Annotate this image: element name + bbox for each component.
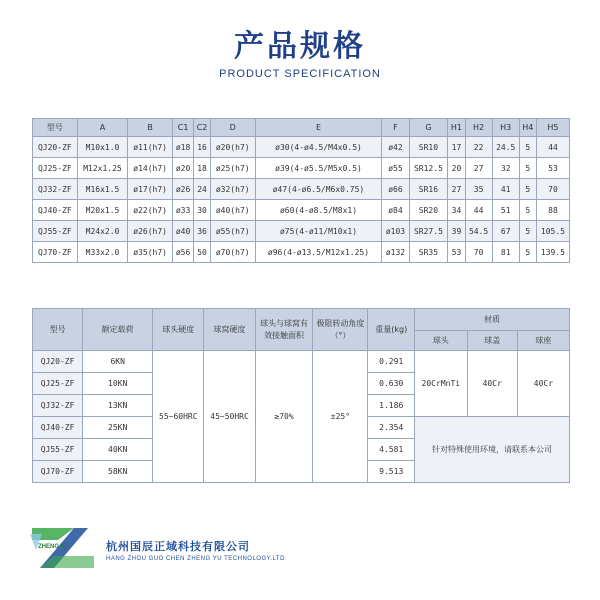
spec-cell: QJ40-ZF <box>33 200 78 221</box>
perf-weight: 9.513 <box>368 461 415 483</box>
spec-cell: 53 <box>448 242 465 263</box>
spec-cell: SR27.5 <box>409 221 448 242</box>
spec-cell: 32 <box>492 158 519 179</box>
spec-cell: M16x1.5 <box>77 179 128 200</box>
spec-cell: 22 <box>465 137 492 158</box>
spec-cell: 81 <box>492 242 519 263</box>
perf-header-contact-area-text: 球头与球窝有效接触面积 <box>260 318 309 340</box>
spec-cell: ø22(h7) <box>128 200 173 221</box>
spec-cell: ø35(h7) <box>128 242 173 263</box>
spec-cell: ø18 <box>172 137 193 158</box>
table-row <box>33 200 570 221</box>
spec-cell: ø20 <box>172 158 193 179</box>
spec-col-header: C1 <box>172 119 193 137</box>
spec-cell: M12x1.25 <box>77 158 128 179</box>
spec-cell: M24x2.0 <box>77 221 128 242</box>
perf-load: 10KN <box>83 373 153 395</box>
spec-cell: 54.5 <box>465 221 492 242</box>
table-row <box>33 137 570 158</box>
spec-cell: 39 <box>448 221 465 242</box>
spec-cell: ø56 <box>172 242 193 263</box>
spec-cell: QJ25-ZF <box>33 158 78 179</box>
spec-cell: ø25(h7) <box>210 158 255 179</box>
spec-cell: SR20 <box>409 200 448 221</box>
spec-cell: ø17(h7) <box>128 179 173 200</box>
spec-cell: ø42 <box>382 137 409 158</box>
spec-cell: 70 <box>465 242 492 263</box>
perf-ball-hardness: 55~60HRC <box>153 351 204 483</box>
spec-cell: 17 <box>448 137 465 158</box>
perf-header-weight: 重量(kg) <box>368 309 415 351</box>
spec-table <box>32 118 570 263</box>
spec-cell: 30 <box>194 200 211 221</box>
perf-socket-hardness: 45~50HRC <box>204 351 255 483</box>
perf-header-socket-hardness: 球窝硬度 <box>204 309 255 351</box>
table-row <box>33 351 570 373</box>
spec-cell: 88 <box>536 200 569 221</box>
spec-col-header: G <box>409 119 448 137</box>
spec-col-header: E <box>255 119 382 137</box>
perf-load: 40KN <box>83 439 153 461</box>
spec-col-header: H5 <box>536 119 569 137</box>
company-name-en: HANG ZHOU GUO CHEN ZHENG YU TECHNOLOGY.LTD <box>106 556 285 562</box>
spec-cell: M33x2.0 <box>77 242 128 263</box>
page-title: 产品规格 <box>234 29 366 64</box>
spec-cell: 34 <box>448 200 465 221</box>
perf-header-mat-ball: 球头 <box>415 331 468 351</box>
spec-col-header: H3 <box>492 119 519 137</box>
spec-cell: ø103 <box>382 221 409 242</box>
spec-cell: 36 <box>194 221 211 242</box>
spec-col-header: C2 <box>194 119 211 137</box>
perf-note: 针对特殊使用环境，请联系本公司 <box>415 417 570 483</box>
spec-cell: ø11(h7) <box>128 137 173 158</box>
perf-weight: 2.354 <box>368 417 415 439</box>
spec-col-header: B <box>128 119 173 137</box>
page-subtitle: PRODUCT SPECIFICATION <box>219 68 381 80</box>
spec-cell: ø84 <box>382 200 409 221</box>
table-row <box>33 242 570 263</box>
spec-cell: 24.5 <box>492 137 519 158</box>
spec-col-header: 型号 <box>33 119 78 137</box>
spec-cell: 35 <box>465 179 492 200</box>
spec-cell: ø26(h7) <box>128 221 173 242</box>
spec-cell: ø47(4-ø6.5/M6x0.75) <box>255 179 382 200</box>
spec-col-header: H2 <box>465 119 492 137</box>
spec-cell: 51 <box>492 200 519 221</box>
spec-cell: ø55(h7) <box>210 221 255 242</box>
spec-col-header: A <box>77 119 128 137</box>
perf-angle: ±25° <box>313 351 368 483</box>
table-row <box>33 158 570 179</box>
spec-cell: 53 <box>536 158 569 179</box>
spec-cell: ø55 <box>382 158 409 179</box>
spec-cell: 24 <box>194 179 211 200</box>
spec-cell: QJ32-ZF <box>33 179 78 200</box>
perf-header-angle-text: 极限转动角度（°） <box>316 318 365 340</box>
spec-cell: 5 <box>519 179 536 200</box>
perf-load: 6KN <box>83 351 153 373</box>
spec-cell: M10x1.0 <box>77 137 128 158</box>
spec-cell: 20 <box>448 158 465 179</box>
perf-weight: 0.291 <box>368 351 415 373</box>
spec-cell: 5 <box>519 200 536 221</box>
perf-load: 13KN <box>83 395 153 417</box>
spec-cell: 44 <box>465 200 492 221</box>
perf-header-model: 型号 <box>33 309 83 351</box>
spec-cell: SR12.5 <box>409 158 448 179</box>
perf-header-material: 材质 <box>415 309 570 331</box>
spec-cell: 16 <box>194 137 211 158</box>
perf-model: QJ25-ZF <box>33 373 83 395</box>
spec-cell: 105.5 <box>536 221 569 242</box>
spec-cell: ø40 <box>172 221 193 242</box>
perf-weight: 4.581 <box>368 439 415 461</box>
perf-weight: 0.630 <box>368 373 415 395</box>
perf-header-load: 额定载荷 <box>83 309 153 351</box>
spec-table-body <box>33 137 570 263</box>
spec-cell: ø20(h7) <box>210 137 255 158</box>
perf-contact-area: ≥70% <box>255 351 313 483</box>
perf-mat-cover: 40Cr <box>467 351 517 417</box>
spec-cell: ø14(h7) <box>128 158 173 179</box>
spec-col-header: H4 <box>519 119 536 137</box>
perf-header-mat-seat: 球座 <box>517 331 569 351</box>
spec-cell: ø32(h7) <box>210 179 255 200</box>
spec-cell: 70 <box>536 179 569 200</box>
spec-cell: ø30(4-ø4.5/M4x0.5) <box>255 137 382 158</box>
spec-cell: 5 <box>519 158 536 179</box>
spec-cell: 139.5 <box>536 242 569 263</box>
spec-cell: QJ70-ZF <box>33 242 78 263</box>
spec-col-header: H1 <box>448 119 465 137</box>
perf-header-contact-area <box>255 309 313 351</box>
spec-cell: 5 <box>519 242 536 263</box>
perf-mat-seat: 40Cr <box>517 351 569 417</box>
perf-load: 25KN <box>83 417 153 439</box>
perf-model: QJ70-ZF <box>33 461 83 483</box>
spec-cell: 50 <box>194 242 211 263</box>
spec-cell: ø33 <box>172 200 193 221</box>
spec-cell: QJ20-ZF <box>33 137 78 158</box>
perf-weight: 1.186 <box>368 395 415 417</box>
spec-cell: ø40(h7) <box>210 200 255 221</box>
spec-cell: M20x1.5 <box>77 200 128 221</box>
spec-cell: 67 <box>492 221 519 242</box>
spec-cell: ø132 <box>382 242 409 263</box>
perf-header-ball-hardness: 球头硬度 <box>153 309 204 351</box>
performance-table <box>32 308 570 483</box>
spec-cell: ø60(4-ø8.5/M8x1) <box>255 200 382 221</box>
company-name-cn: 杭州国辰正域科技有限公司 <box>106 540 250 553</box>
spec-cell: SR16 <box>409 179 448 200</box>
table-row <box>33 221 570 242</box>
spec-cell: SR10 <box>409 137 448 158</box>
perf-load: 58KN <box>83 461 153 483</box>
logo-text: ZHENG YU <box>38 544 69 550</box>
spec-cell: 5 <box>519 137 536 158</box>
table-row <box>33 179 570 200</box>
spec-cell: ø66 <box>382 179 409 200</box>
spec-cell: ø75(4-ø11/M10x1) <box>255 221 382 242</box>
spec-cell: QJ55-ZF <box>33 221 78 242</box>
spec-col-header: D <box>210 119 255 137</box>
spec-cell: 44 <box>536 137 569 158</box>
spec-cell: ø26 <box>172 179 193 200</box>
spec-cell: ø39(4-ø5.5/M5x0.5) <box>255 158 382 179</box>
spec-cell: ø70(h7) <box>210 242 255 263</box>
perf-header-mat-cover: 球盖 <box>467 331 517 351</box>
spec-cell: SR35 <box>409 242 448 263</box>
spec-table-header <box>33 119 570 137</box>
spec-cell: 41 <box>492 179 519 200</box>
perf-model: QJ55-ZF <box>33 439 83 461</box>
spec-cell: 27 <box>448 179 465 200</box>
spec-cell: 18 <box>194 158 211 179</box>
perf-mat-ball: 20CrMnTi <box>415 351 468 417</box>
spec-cell: 27 <box>465 158 492 179</box>
perf-header-angle <box>313 309 368 351</box>
perf-model: QJ20-ZF <box>33 351 83 373</box>
spec-cell: 5 <box>519 221 536 242</box>
perf-model: QJ32-ZF <box>33 395 83 417</box>
perf-model: QJ40-ZF <box>33 417 83 439</box>
company-footer <box>28 520 348 580</box>
spec-cell: ø96(4-ø13.5/M12x1.25) <box>255 242 382 263</box>
spec-col-header: F <box>382 119 409 137</box>
